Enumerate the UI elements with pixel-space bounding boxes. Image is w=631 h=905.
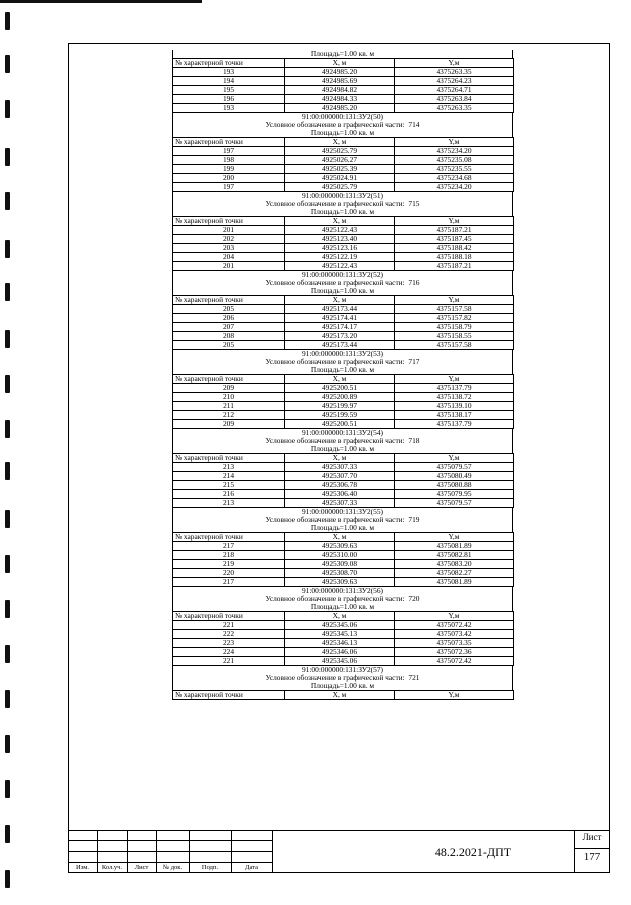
table-row bbox=[173, 68, 514, 77]
x-cell: 4925200.51 bbox=[285, 384, 395, 393]
y-header: Y,м bbox=[395, 138, 514, 147]
x-header: X, м bbox=[285, 533, 395, 542]
x-cell: 4925174.17 bbox=[285, 323, 395, 332]
x-cell: 4925199.59 bbox=[285, 411, 395, 420]
parcel-cadastral-number: 91:00:000000:131:ЗУ2(55) bbox=[172, 508, 513, 516]
x-header: X, м bbox=[285, 217, 395, 226]
point-number-cell: 200 bbox=[173, 174, 285, 183]
coordinates-table bbox=[172, 216, 514, 271]
point-number-cell: 216 bbox=[173, 490, 285, 499]
y-cell: 4375081.89 bbox=[395, 578, 514, 587]
x-cell: 4925309.63 bbox=[285, 578, 395, 587]
point-number-cell: 196 bbox=[173, 95, 285, 104]
parcel-block bbox=[172, 271, 513, 350]
parcel-block bbox=[172, 429, 513, 508]
table-header-row bbox=[173, 296, 514, 305]
table-row bbox=[173, 165, 514, 174]
y-cell: 4375235.55 bbox=[395, 165, 514, 174]
y-cell: 4375138.17 bbox=[395, 411, 514, 420]
y-header: Y,м bbox=[395, 691, 514, 700]
binding-hole bbox=[5, 240, 10, 258]
binding-hole bbox=[5, 375, 10, 393]
y-cell: 4375264.23 bbox=[395, 77, 514, 86]
binding-hole bbox=[5, 825, 10, 843]
coordinates-table bbox=[172, 295, 514, 350]
parcel-area: Площадь=1.00 кв. м bbox=[172, 50, 513, 58]
parcel-area: Площадь=1.00 кв. м bbox=[172, 445, 513, 453]
graphic-designation-label: Условное обозначение в графической части: bbox=[265, 357, 405, 366]
y-header: Y,м bbox=[395, 296, 514, 305]
table-row bbox=[173, 226, 514, 235]
point-number-header: № характерной точки bbox=[173, 296, 285, 305]
point-number-cell: 208 bbox=[173, 332, 285, 341]
point-number-cell: 214 bbox=[173, 472, 285, 481]
coordinates-table bbox=[172, 690, 514, 700]
x-cell: 4925200.51 bbox=[285, 420, 395, 429]
x-cell: 4925200.89 bbox=[285, 393, 395, 402]
point-number-cell: 212 bbox=[173, 411, 285, 420]
table-header-row bbox=[173, 138, 514, 147]
point-number-cell: 213 bbox=[173, 463, 285, 472]
point-number-cell: 211 bbox=[173, 402, 285, 411]
x-cell: 4925309.08 bbox=[285, 560, 395, 569]
y-cell: 4375158.79 bbox=[395, 323, 514, 332]
x-cell: 4925307.70 bbox=[285, 472, 395, 481]
table-row bbox=[173, 86, 514, 95]
point-number-cell: 201 bbox=[173, 262, 285, 271]
point-number-cell: 223 bbox=[173, 639, 285, 648]
sheet-label: Лист bbox=[582, 832, 602, 842]
x-cell: 4925308.70 bbox=[285, 569, 395, 578]
point-number-cell: 220 bbox=[173, 569, 285, 578]
point-number-cell: 224 bbox=[173, 648, 285, 657]
table-header-row bbox=[173, 612, 514, 621]
x-cell: 4925306.40 bbox=[285, 490, 395, 499]
x-cell: 4925345.06 bbox=[285, 657, 395, 666]
parcel-area: Площадь=1.00 кв. м bbox=[172, 682, 513, 690]
graphic-designation-label: Условное обозначение в графической части: bbox=[265, 199, 405, 208]
point-number-cell: 206 bbox=[173, 314, 285, 323]
point-number-header: № характерной точки bbox=[173, 533, 285, 542]
point-number-cell: 204 bbox=[173, 253, 285, 262]
parcel-block bbox=[172, 587, 513, 666]
parcel-cadastral-number: 91:00:000000:131:ЗУ2(51) bbox=[172, 192, 513, 200]
parcel-block bbox=[172, 508, 513, 587]
point-number-cell: 205 bbox=[173, 305, 285, 314]
x-cell: 4925123.40 bbox=[285, 235, 395, 244]
x-cell: 4924984.82 bbox=[285, 86, 395, 95]
binding-hole bbox=[5, 148, 10, 166]
title-block bbox=[68, 830, 610, 873]
sheet-number: 177 bbox=[583, 851, 601, 863]
x-cell: 4925122.19 bbox=[285, 253, 395, 262]
point-number-cell: 197 bbox=[173, 147, 285, 156]
y-cell: 4375082.81 bbox=[395, 551, 514, 560]
binding-hole bbox=[5, 510, 10, 528]
x-header: X, м bbox=[285, 375, 395, 384]
table-header-row bbox=[173, 217, 514, 226]
graphic-designation-label: Условное обозначение в графической части: bbox=[265, 594, 405, 603]
x-cell: 4925025.79 bbox=[285, 147, 395, 156]
point-number-cell: 219 bbox=[173, 560, 285, 569]
table-row bbox=[173, 174, 514, 183]
x-cell: 4925026.27 bbox=[285, 156, 395, 165]
y-cell: 4375158.55 bbox=[395, 332, 514, 341]
point-number-header: № характерной точки bbox=[173, 59, 285, 68]
x-cell: 4925310.00 bbox=[285, 551, 395, 560]
table-row bbox=[173, 244, 514, 253]
binding-hole bbox=[5, 55, 10, 73]
y-cell: 4375188.42 bbox=[395, 244, 514, 253]
y-cell: 4375072.42 bbox=[395, 621, 514, 630]
table-row bbox=[173, 490, 514, 499]
point-number-cell: 207 bbox=[173, 323, 285, 332]
y-cell: 4375079.95 bbox=[395, 490, 514, 499]
table-row bbox=[173, 314, 514, 323]
y-cell: 4375137.79 bbox=[395, 384, 514, 393]
point-number-cell: 201 bbox=[173, 226, 285, 235]
point-number-header: № характерной точки bbox=[173, 454, 285, 463]
parcel-area: Площадь=1.00 кв. м bbox=[172, 524, 513, 532]
point-number-header: № характерной точки bbox=[173, 612, 285, 621]
binding-hole bbox=[5, 420, 10, 438]
table-row bbox=[173, 323, 514, 332]
point-number-cell: 222 bbox=[173, 630, 285, 639]
point-number-cell: 215 bbox=[173, 481, 285, 490]
table-row bbox=[173, 305, 514, 314]
y-cell: 4375235.08 bbox=[395, 156, 514, 165]
graphic-designation-label: Условное обозначение в графической части: bbox=[265, 436, 405, 445]
y-cell: 4375188.18 bbox=[395, 253, 514, 262]
x-cell: 4924985.69 bbox=[285, 77, 395, 86]
point-number-cell: 210 bbox=[173, 393, 285, 402]
parcel-area: Площадь=1.00 кв. м bbox=[172, 208, 513, 216]
table-row bbox=[173, 630, 514, 639]
y-cell: 4375187.21 bbox=[395, 226, 514, 235]
y-cell: 4375263.35 bbox=[395, 104, 514, 113]
binding-hole bbox=[5, 645, 10, 663]
coordinates-tables bbox=[172, 50, 513, 700]
table-row bbox=[173, 551, 514, 560]
point-number-cell: 199 bbox=[173, 165, 285, 174]
parcel-area: Площадь=1.00 кв. м bbox=[172, 129, 513, 137]
x-cell: 4925346.13 bbox=[285, 639, 395, 648]
coordinates-table bbox=[172, 58, 514, 113]
point-number-cell: 213 bbox=[173, 499, 285, 508]
x-cell: 4925345.13 bbox=[285, 630, 395, 639]
graphic-designation-label: Условное обозначение в графической части: bbox=[265, 278, 405, 287]
y-cell: 4375157.82 bbox=[395, 314, 514, 323]
graphic-designation-value: 720 bbox=[408, 594, 420, 603]
binding-holes bbox=[2, 0, 14, 905]
y-cell: 4375137.79 bbox=[395, 420, 514, 429]
graphic-designation-label: Условное обозначение в графической части: bbox=[265, 120, 405, 129]
binding-hole bbox=[5, 780, 10, 798]
graphic-designation-value: 715 bbox=[408, 199, 420, 208]
x-cell: 4925307.33 bbox=[285, 463, 395, 472]
parcel-block bbox=[172, 192, 513, 271]
y-header: Y,м bbox=[395, 217, 514, 226]
x-cell: 4924984.33 bbox=[285, 95, 395, 104]
binding-hole bbox=[5, 12, 10, 30]
y-cell: 4375072.36 bbox=[395, 648, 514, 657]
x-cell: 4925307.33 bbox=[285, 499, 395, 508]
binding-hole bbox=[5, 283, 10, 301]
parcel-area: Площадь=1.00 кв. м bbox=[172, 287, 513, 295]
point-number-cell: 203 bbox=[173, 244, 285, 253]
point-number-cell: 194 bbox=[173, 77, 285, 86]
y-cell: 4375139.10 bbox=[395, 402, 514, 411]
x-cell: 4924985.20 bbox=[285, 104, 395, 113]
y-cell: 4375081.89 bbox=[395, 542, 514, 551]
point-number-cell: 209 bbox=[173, 420, 285, 429]
table-row bbox=[173, 411, 514, 420]
x-header: X, м bbox=[285, 138, 395, 147]
y-header: Y,м bbox=[395, 612, 514, 621]
y-cell: 4375187.45 bbox=[395, 235, 514, 244]
table-row bbox=[173, 402, 514, 411]
y-cell: 4375157.58 bbox=[395, 341, 514, 350]
point-number-cell: 193 bbox=[173, 104, 285, 113]
table-row bbox=[173, 156, 514, 165]
graphic-designation-value: 717 bbox=[408, 357, 420, 366]
point-number-cell: 205 bbox=[173, 341, 285, 350]
x-cell: 4925309.63 bbox=[285, 542, 395, 551]
binding-hole bbox=[5, 735, 10, 753]
scan-edge-bar bbox=[0, 0, 202, 3]
graphic-designation-value: 716 bbox=[408, 278, 420, 287]
y-cell: 4375263.84 bbox=[395, 95, 514, 104]
y-cell: 4375073.35 bbox=[395, 639, 514, 648]
coordinates-table bbox=[172, 611, 514, 666]
stamp-label-count: Кол.уч. bbox=[101, 864, 123, 871]
stamp-label-signature: Подп. bbox=[201, 864, 219, 871]
y-cell: 4375187.21 bbox=[395, 262, 514, 271]
stamp-label-date: Дата bbox=[245, 864, 258, 871]
graphic-designation-label: Условное обозначение в графической части: bbox=[265, 673, 405, 682]
table-row bbox=[173, 463, 514, 472]
y-header: Y,м bbox=[395, 454, 514, 463]
point-number-cell: 209 bbox=[173, 384, 285, 393]
stamp-label-sheet: Лист bbox=[134, 864, 149, 871]
y-cell: 4375138.72 bbox=[395, 393, 514, 402]
point-number-cell: 195 bbox=[173, 86, 285, 95]
y-cell: 4375082.27 bbox=[395, 569, 514, 578]
x-header: X, м bbox=[285, 454, 395, 463]
x-cell: 4925174.41 bbox=[285, 314, 395, 323]
x-cell: 4925123.16 bbox=[285, 244, 395, 253]
point-number-cell: 217 bbox=[173, 578, 285, 587]
table-row bbox=[173, 542, 514, 551]
y-cell: 4375263.35 bbox=[395, 68, 514, 77]
graphic-designation-value: 721 bbox=[408, 673, 420, 682]
parcel-cadastral-number: 91:00:000000:131:ЗУ2(52) bbox=[172, 271, 513, 279]
y-cell: 4375234.20 bbox=[395, 147, 514, 156]
graphic-designation-value: 719 bbox=[408, 515, 420, 524]
x-cell: 4925345.06 bbox=[285, 621, 395, 630]
table-header-row bbox=[173, 691, 514, 700]
coordinates-table bbox=[172, 532, 514, 587]
table-row bbox=[173, 95, 514, 104]
point-number-header: № характерной точки bbox=[173, 691, 285, 700]
parcel-block bbox=[172, 113, 513, 192]
point-number-cell: 218 bbox=[173, 551, 285, 560]
table-row bbox=[173, 253, 514, 262]
y-cell: 4375264.71 bbox=[395, 86, 514, 95]
point-number-cell: 197 bbox=[173, 183, 285, 192]
table-row bbox=[173, 384, 514, 393]
table-row bbox=[173, 481, 514, 490]
coordinates-table bbox=[172, 374, 514, 429]
table-row bbox=[173, 621, 514, 630]
table-row bbox=[173, 648, 514, 657]
binding-hole bbox=[5, 100, 10, 118]
point-number-header: № характерной точки bbox=[173, 375, 285, 384]
document-code: 48.2.2021-ДПТ bbox=[434, 845, 512, 859]
binding-hole bbox=[5, 462, 10, 480]
table-header-row bbox=[173, 59, 514, 68]
table-header-row bbox=[173, 375, 514, 384]
y-cell: 4375079.57 bbox=[395, 463, 514, 472]
y-cell: 4375083.20 bbox=[395, 560, 514, 569]
table-row bbox=[173, 235, 514, 244]
y-cell: 4375073.42 bbox=[395, 630, 514, 639]
table-row bbox=[173, 569, 514, 578]
table-row bbox=[173, 560, 514, 569]
y-header: Y,м bbox=[395, 375, 514, 384]
graphic-designation-value: 718 bbox=[408, 436, 420, 445]
parcel-block bbox=[172, 350, 513, 429]
point-number-header: № характерной точки bbox=[173, 138, 285, 147]
point-number-cell: 221 bbox=[173, 657, 285, 666]
parcel-area: Площадь=1.00 кв. м bbox=[172, 603, 513, 611]
y-cell: 4375079.57 bbox=[395, 499, 514, 508]
parcel-cadastral-number: 91:00:000000:131:ЗУ2(50) bbox=[172, 113, 513, 121]
table-row bbox=[173, 332, 514, 341]
binding-hole bbox=[5, 690, 10, 708]
x-cell: 4924985.20 bbox=[285, 68, 395, 77]
y-cell: 4375234.68 bbox=[395, 174, 514, 183]
graphic-designation-label: Условное обозначение в графической части: bbox=[265, 515, 405, 524]
y-cell: 4375080.88 bbox=[395, 481, 514, 490]
binding-hole bbox=[5, 600, 10, 618]
point-number-cell: 217 bbox=[173, 542, 285, 551]
y-header: Y,м bbox=[395, 533, 514, 542]
x-cell: 4925346.06 bbox=[285, 648, 395, 657]
y-cell: 4375072.42 bbox=[395, 657, 514, 666]
table-row bbox=[173, 77, 514, 86]
coordinates-table bbox=[172, 137, 514, 192]
y-cell: 4375157.58 bbox=[395, 305, 514, 314]
y-cell: 4375080.49 bbox=[395, 472, 514, 481]
stamp-label-doc: № док. bbox=[162, 864, 183, 871]
x-header: X, м bbox=[285, 59, 395, 68]
binding-hole bbox=[5, 555, 10, 573]
x-cell: 4925173.20 bbox=[285, 332, 395, 341]
table-row bbox=[173, 393, 514, 402]
table-row bbox=[173, 639, 514, 648]
table-row bbox=[173, 472, 514, 481]
point-number-cell: 198 bbox=[173, 156, 285, 165]
x-cell: 4925025.79 bbox=[285, 183, 395, 192]
point-number-cell: 202 bbox=[173, 235, 285, 244]
x-cell: 4925024.91 bbox=[285, 174, 395, 183]
x-cell: 4925306.78 bbox=[285, 481, 395, 490]
graphic-designation-value: 714 bbox=[408, 120, 420, 129]
parcel-area: Площадь=1.00 кв. м bbox=[172, 366, 513, 374]
binding-hole bbox=[5, 192, 10, 210]
point-number-cell: 221 bbox=[173, 621, 285, 630]
x-cell: 4925122.43 bbox=[285, 262, 395, 271]
point-number-cell: 193 bbox=[173, 68, 285, 77]
table-header-row bbox=[173, 454, 514, 463]
parcel-cadastral-number: 91:00:000000:131:ЗУ2(53) bbox=[172, 350, 513, 358]
parcel-cadastral-number: 91:00:000000:131:ЗУ2(57) bbox=[172, 666, 513, 674]
table-row bbox=[173, 147, 514, 156]
parcel-cadastral-number: 91:00:000000:131:ЗУ2(54) bbox=[172, 429, 513, 437]
x-cell: 4925199.97 bbox=[285, 402, 395, 411]
table-header-row bbox=[173, 533, 514, 542]
binding-hole bbox=[5, 330, 10, 348]
y-header: Y,м bbox=[395, 59, 514, 68]
coordinates-table bbox=[172, 453, 514, 508]
x-cell: 4925173.44 bbox=[285, 341, 395, 350]
parcel-cadastral-number: 91:00:000000:131:ЗУ2(56) bbox=[172, 587, 513, 595]
x-cell: 4925173.44 bbox=[285, 305, 395, 314]
x-cell: 4925122.43 bbox=[285, 226, 395, 235]
point-number-header: № характерной точки bbox=[173, 217, 285, 226]
binding-hole bbox=[5, 870, 10, 888]
parcel-block bbox=[172, 666, 513, 700]
x-header: X, м bbox=[285, 296, 395, 305]
x-cell: 4925025.39 bbox=[285, 165, 395, 174]
x-header: X, м bbox=[285, 691, 395, 700]
parcel-block bbox=[172, 50, 513, 113]
stamp-label-change: Изм. bbox=[76, 864, 89, 871]
x-header: X, м bbox=[285, 612, 395, 621]
y-cell: 4375234.20 bbox=[395, 183, 514, 192]
